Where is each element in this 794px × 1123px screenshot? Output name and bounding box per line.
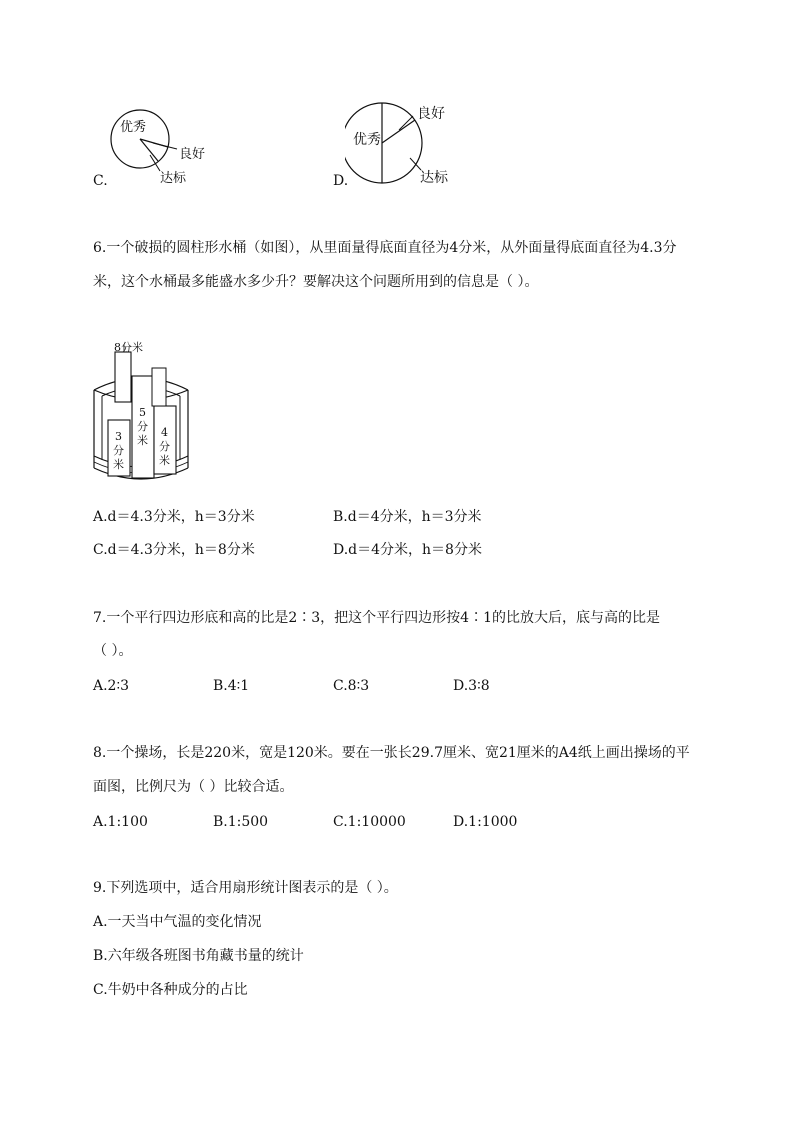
q7-option-b[interactable]: B.4∶1 — [213, 678, 250, 694]
stave-back-right — [152, 368, 166, 406]
pie-c-label-good: 良好 — [179, 147, 206, 162]
q9-text-line1: 9.下列选项中，适合用扇形统计图表示的是（ ）。 — [93, 880, 398, 896]
q7-text-line1: 7.一个平行四边形底和高的比是2∶3，把这个平行四边形按4∶1的比放大后，底与高的比是 — [93, 610, 660, 626]
pie-d-label-pass: 达标 — [420, 170, 448, 186]
stave-tallest — [115, 352, 131, 402]
label-5-mi: 米 — [137, 434, 148, 447]
pie-d-label-good: 良好 — [417, 106, 445, 122]
bucket-figure — [88, 338, 198, 493]
option-d-label: D. — [333, 173, 349, 189]
q6-option-b[interactable]: B.d＝4分米，h＝3分米 — [333, 509, 482, 525]
label-5-fen: 分 — [137, 420, 148, 433]
q8-option-c[interactable]: C.1:10000 — [333, 814, 406, 830]
label-8-dm: 8分米 — [114, 341, 143, 354]
q7-option-d[interactable]: D.3∶8 — [453, 678, 490, 694]
pie-chart-d — [345, 100, 460, 190]
q8-text-line2: 面图，比例尺为（ ）比较合适。 — [93, 779, 294, 795]
q8-option-d[interactable]: D.1:1000 — [453, 814, 518, 830]
q6-option-c[interactable]: C.d＝4.3分米，h＝8分米 — [93, 542, 255, 558]
label-5: 5 — [139, 406, 146, 419]
q6-option-a[interactable]: A.d＝4.3分米，h＝3分米 — [93, 509, 255, 525]
q7-option-c[interactable]: C.8∶3 — [333, 678, 370, 694]
pie-c-divider-2 — [140, 139, 158, 161]
label-3: 3 — [115, 430, 122, 443]
pie-c-label-excellent: 优秀 — [120, 120, 147, 135]
q9-option-b[interactable]: B.六年级各班图书角藏书量的统计 — [93, 948, 304, 964]
pie-c-good-leader — [153, 143, 177, 149]
q7-text-line2: （ ）。 — [93, 643, 133, 659]
label-4-fen: 分 — [159, 440, 170, 453]
q6-text-line1: 6.一个破损的圆柱形水桶（如图），从里面量得底面直径为4分米，从外面量得底面直径为4.3分 — [93, 240, 677, 256]
pie-d-pass-leader — [410, 158, 421, 170]
label-3-mi: 米 — [113, 458, 124, 471]
pie-c-label-pass: 达标 — [160, 171, 187, 186]
pie-chart-c — [105, 103, 220, 188]
q6-text-line2: 米，这个水桶最多能盛水多少升？要解决这个问题所用到的信息是（ ）。 — [93, 274, 539, 290]
pie-d-divider-diagonal — [382, 120, 415, 143]
option-c-label: C. — [93, 173, 108, 189]
q7-option-a[interactable]: A.2∶3 — [93, 678, 130, 694]
q8-option-b[interactable]: B.1:500 — [213, 814, 269, 830]
pie-d-label-excellent: 优秀 — [353, 132, 381, 148]
q9-option-c[interactable]: C.牛奶中各种成分的占比 — [93, 982, 248, 998]
q8-option-a[interactable]: A.1:100 — [93, 814, 148, 830]
label-4: 4 — [161, 426, 168, 439]
q8-text-line1: 8.一个操场，长是220米，宽是120米。要在一张长29.7厘米、宽21厘米的A4纸上画出操场的平 — [93, 745, 690, 761]
q6-option-d[interactable]: D.d＝4分米，h＝8分米 — [333, 542, 482, 558]
label-3-fen: 分 — [113, 444, 124, 457]
q9-option-a[interactable]: A.一天当中气温的变化情况 — [93, 914, 262, 930]
label-4-mi: 米 — [159, 454, 170, 467]
